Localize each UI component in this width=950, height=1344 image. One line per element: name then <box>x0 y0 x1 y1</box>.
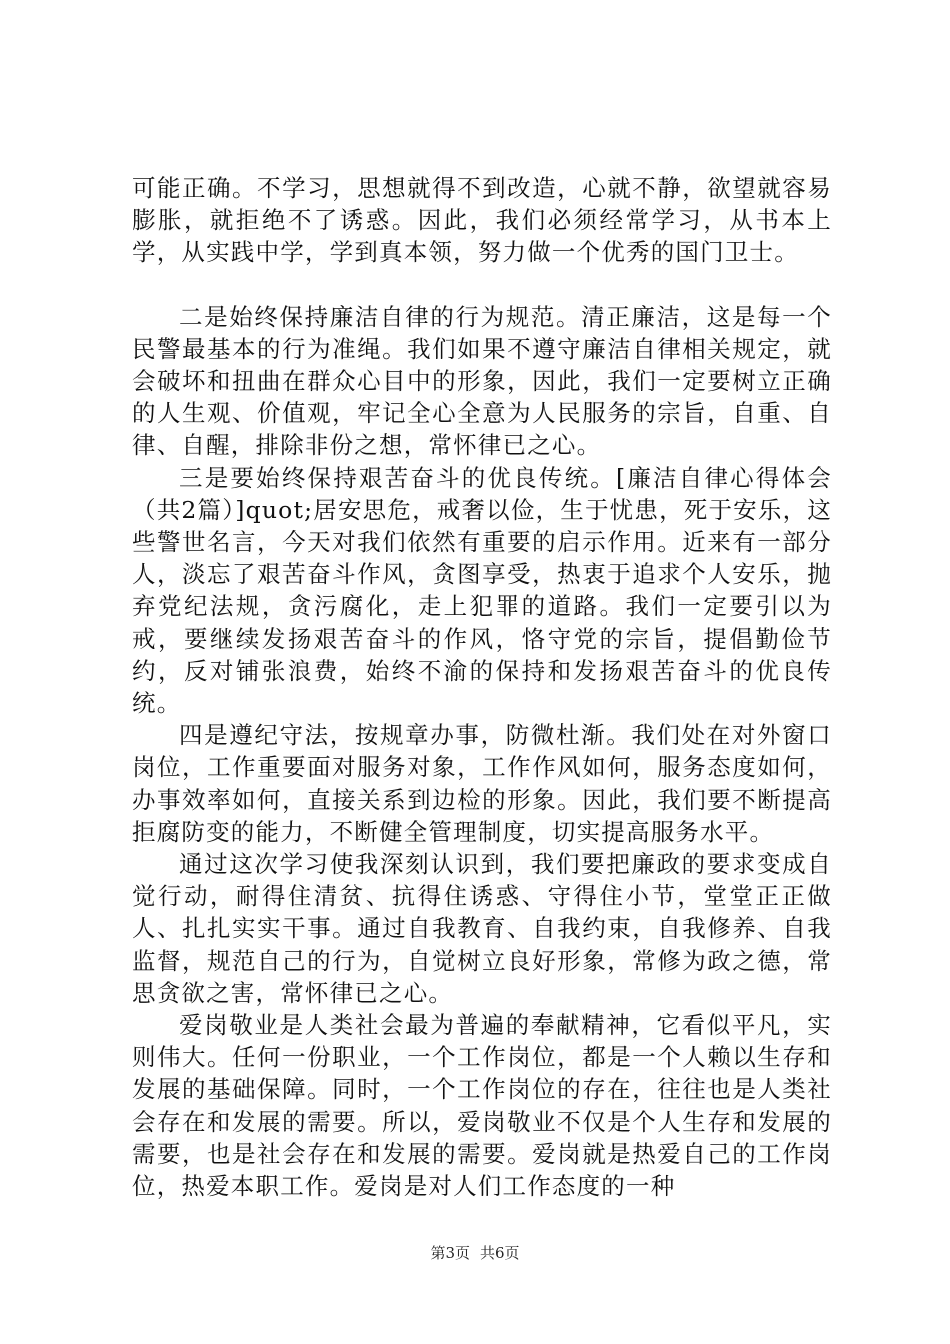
page-total: 共6页 <box>480 1244 520 1262</box>
paragraph-6: 爱岗敬业是人类社会最为普遍的奉献精神，它看似平凡，实则伟大。任何一份职业，一个工作岗位，都是一个人赖以生存和发展的基础保障。同时，一个工作岗位的存在，往往也是人类社会存在和发展的需要。所以，爱岗敬业不仅是个人生存和发展的需要，也是社会存在和发展的需要。爱岗就是热爱自己的工作岗位，热爱本职工作。爱岗是对人们工作态度的一种 <box>132 1011 832 1201</box>
paragraph-3: 三是要始终保持艰苦奋斗的优良传统。[廉洁自律心得体会（共2篇）]quot;居安思危，戒奢以俭，生于忧患，死于安乐，这些警世名言，今天对我们依然有重要的启示作用。近来有一部分人，淡忘了艰苦奋斗作风，贪图享受，热衷于追求个人安乐，抛弃党纪法规，贪污腐化，走上犯罪的道路。我们一定要引以为戒，要继续发扬艰苦奋斗的作风，恪守党的宗旨，提倡勤俭节约，反对铺张浪费，始终不渝的保持和发扬艰苦奋斗的优良传统。 <box>132 463 832 718</box>
page-footer <box>0 1243 950 1263</box>
paragraph-5: 通过这次学习使我深刻认识到，我们要把廉政的要求变成自觉行动，耐得住清贫、抗得住诱惑、守得住小节，堂堂正正做人、扎扎实实干事。通过自我教育、自我约束，自我修养、自我监督，规范自己的行为，自觉树立良好形象，常修为政之德，常思贪欲之害，常怀律已之心。 <box>132 850 832 1007</box>
paragraph-4: 四是遵纪守法，按规章办事，防微杜渐。我们处在对外窗口岗位，工作重要面对服务对象，工作作风如何，服务态度如何，办事效率如何，直接关系到边检的形象。因此，我们要不断提高拒腐防变的能力，不断健全管理制度，切实提高服务水平。 <box>132 721 832 846</box>
paragraph-1: 可能正确。不学习，思想就得不到改造，心就不静，欲望就容易膨胀，就拒绝不了诱惑。因此，我们必须经常学习，从书本上学，从实践中学，学到真本领，努力做一个优秀的国门卫士。 <box>132 174 832 267</box>
paragraph-2: 二是始终保持廉洁自律的行为规范。清正廉洁，这是每一个民警最基本的行为准绳。我们如果不遵守廉洁自律相关规定，就会破坏和扭曲在群众心目中的形象，因此，我们一定要树立正确的人生观、价值观，牢记全心全意为人民服务的宗旨，自重、自律、自醒，排除非份之想，常怀律已之心。 <box>132 302 832 460</box>
document-body <box>132 172 832 1202</box>
page-number: 第3页 <box>430 1244 470 1262</box>
